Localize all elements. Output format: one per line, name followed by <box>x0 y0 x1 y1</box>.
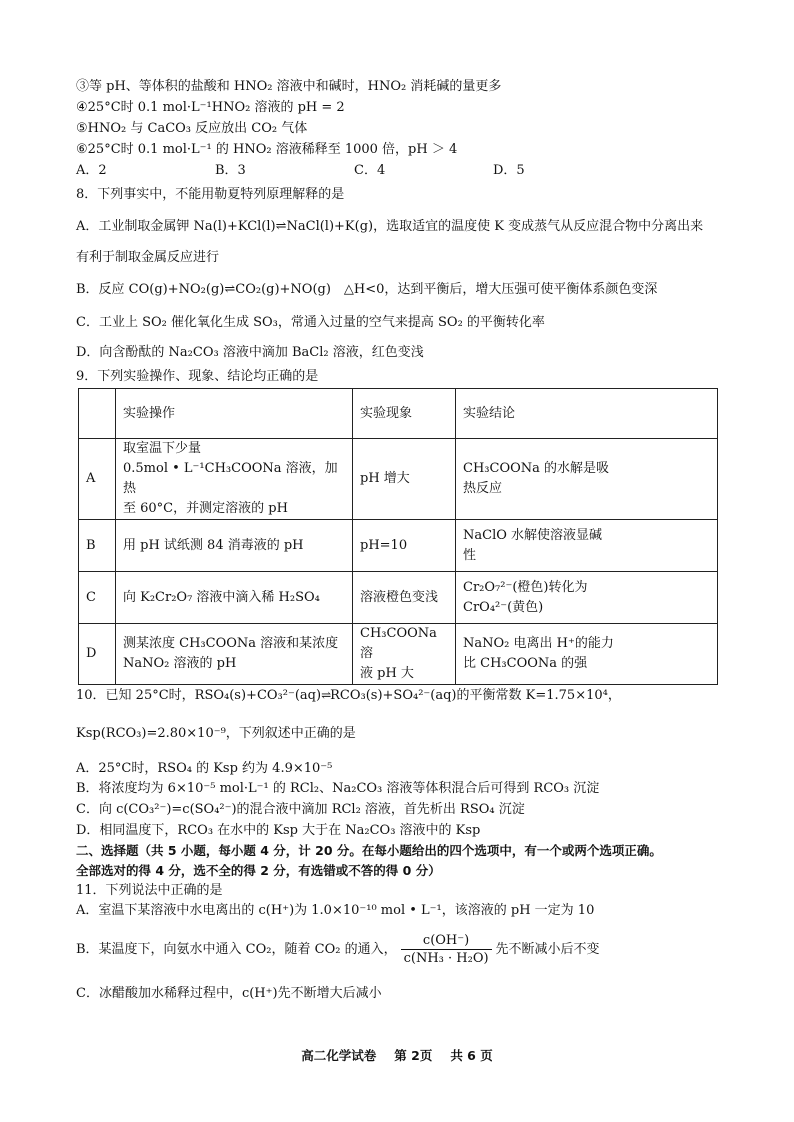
q11-option-b[interactable]: B．某温度下，向氨水中通入 CO₂，随着 CO₂ 的通入， $\frac{c(OH^-)}{\text{c(NH₃ · H₂O)}}$ 先不断减小后不变 <box>76 933 600 966</box>
q10-option-d[interactable]: D．相同温度下，RCO₃ 在水中的 Ksp 大于在 Na₂CO₃ 溶液中的 Ksp <box>76 823 481 838</box>
q7-choice-b[interactable]: B．3 <box>215 163 246 178</box>
equilibrium-arrow-icon: ⇌ <box>321 688 331 702</box>
q10-reaction-left: RSO₄(s)+CO₃²⁻(aq) <box>194 688 322 703</box>
row-label[interactable]: B <box>79 520 116 572</box>
q7-choice-c[interactable]: C．4 <box>354 163 386 178</box>
q8-option-a-line1[interactable]: A．工业制取金属钾 Na(l)+KCl(l)⇌NaCl(l)+K(g)，选取适宜的温度使 K 变成蒸气从反应混合物中分离出来 <box>76 219 704 234</box>
row-conclusion: NaClO 水解使溶液显碱 性 <box>456 520 718 572</box>
q10-option-b[interactable]: B．将浓度均为 6×10⁻⁵ mol·L⁻¹ 的 RCl₂、Na₂CO₃ 溶液等体积混合后可得到 RCO₃ 沉淀 <box>76 781 600 796</box>
row-phenomenon: 溶液橙色变浅 <box>353 572 456 624</box>
q11-stem: 11．下列说法中正确的是 <box>76 883 223 898</box>
q11-option-c[interactable]: C．冰醋酸加水稀释过程中，c(H⁺)先不断增大后减小 <box>76 986 382 1001</box>
page-footer <box>0 1046 794 1064</box>
q7-option-3: ③等 pH、等体积的盐酸和 HNO₂ 溶液中和碱时，HNO₂ 消耗碱的量更多 <box>76 79 502 94</box>
row-label[interactable]: A <box>79 439 116 520</box>
q8-option-d[interactable]: D．向含酚酞的 Na₂CO₃ 溶液中滴加 BaCl₂ 溶液，红色变浅 <box>76 345 424 360</box>
row-conclusion: Cr₂O₇²⁻(橙色)转化为 CrO₄²⁻(黄色) <box>456 572 718 624</box>
section2-heading-line1: 二、选择题（共 5 小题，每小题 4 分，计 20 分。在每小题给出的四个选项中，有一个或两个选项正确。 <box>76 843 662 858</box>
row-conclusion: NaNO₂ 电离出 H⁺的能力 比 CH₃COONa 的强 <box>456 624 718 685</box>
row-operation: 取室温下少量 0.5mol • L⁻¹CH₃COONa 溶液，加热 至 60°C，并测定溶液的 pH <box>116 439 353 520</box>
row-phenomenon: pH=10 <box>353 520 456 572</box>
table-header-cell <box>79 389 116 439</box>
footer-page-number: 第 2页 <box>394 1048 433 1063</box>
q10-option-c[interactable]: C．向 c(CO₃²⁻)=c(SO₄²⁻)的混合液中滴加 RCl₂ 溶液，首先析出 RSO₄ 沉淀 <box>76 802 525 817</box>
row-phenomenon: CH₃COONa 溶 液 pH 大 <box>353 624 456 685</box>
q9-experiment-table <box>78 388 718 685</box>
table-row <box>79 624 718 685</box>
q9-stem: 9．下列实验操作、现象、结论均正确的是 <box>76 369 319 384</box>
q8-stem: 8．下列事实中，不能用勒夏特列原理解释的是 <box>76 187 345 202</box>
q7-option-4: ④25°C时 0.1 mol·L⁻¹HNO₂ 溶液的 pH = 2 <box>76 100 345 115</box>
q7-option-5: ⑤HNO₂ 与 CaCO₃ 反应放出 CO₂ 气体 <box>76 121 308 136</box>
q11-option-a[interactable]: A．室温下某溶液中水电离出的 c(H⁺)为 1.0×10⁻¹⁰ mol • L⁻¹，该溶液的 pH 一定为 10 <box>76 903 595 918</box>
row-conclusion: CH₃COONa 的水解是吸 热反应 <box>456 439 718 520</box>
footer-total-pages: 共 6 页 <box>450 1048 493 1063</box>
table-header-row <box>79 389 718 439</box>
row-label[interactable]: C <box>79 572 116 624</box>
q8-option-c[interactable]: C．工业上 SO₂ 催化氧化生成 SO₃，常通入过量的空气来提高 SO₂ 的平衡转化率 <box>76 315 545 330</box>
row-phenomenon: pH 增大 <box>353 439 456 520</box>
q7-choice-a[interactable]: A．2 <box>76 163 107 178</box>
q10-reaction-right: RCO₃(s)+SO₄²⁻(aq) <box>330 688 457 703</box>
row-label[interactable]: D <box>79 624 116 685</box>
q7-choice-d[interactable]: D．5 <box>493 163 525 178</box>
table-row <box>79 520 718 572</box>
table-header-cell: 实验结论 <box>456 389 718 439</box>
table-row <box>79 572 718 624</box>
table-row <box>79 439 718 520</box>
q10-option-a[interactable]: A．25°C时，RSO₄ 的 Ksp 约为 4.9×10⁻⁵ <box>76 761 333 776</box>
row-operation: 向 K₂Cr₂O₇ 溶液中滴入稀 H₂SO₄ <box>116 572 353 624</box>
footer-subject: 高二化学试卷 <box>301 1048 377 1063</box>
row-operation: 用 pH 试纸测 84 消毒液的 pH <box>116 520 353 572</box>
ratio-fraction: $\frac{c(OH^-)}{\text{c(NH₃ · H₂O)}}$ <box>401 932 492 967</box>
q10-stem: 10．已知 25°C时，RSO₄(s)+CO₃²⁻(aq)⇌RCO₃(s)+SO₄²⁻(aq)的平衡常数 K=1.75×10⁴， <box>76 688 621 703</box>
q8-option-b[interactable]: B．反应 CO(g)+NO₂(g)⇌CO₂(g)+NO(g) △H<0，达到平衡后，增大压强可使平衡体系颜色变深 <box>76 282 658 297</box>
row-operation: 测某浓度 CH₃COONa 溶液和某浓度 NaNO₂ 溶液的 pH <box>116 624 353 685</box>
table-header-cell: 实验现象 <box>353 389 456 439</box>
q8-option-a-line2: 有利于制取金属反应进行 <box>76 250 220 265</box>
q10-ksp-line: Ksp(RCO₃)=2.80×10⁻⁹，下列叙述中正确的是 <box>76 726 356 741</box>
q7-choices <box>76 162 632 180</box>
table-header-cell: 实验操作 <box>116 389 353 439</box>
q7-option-6: ⑥25°C时 0.1 mol·L⁻¹ 的 HNO₂ 溶液稀释至 1000 倍，pH ＞ 4 <box>76 142 458 157</box>
section2-heading-line2: 全部选对的得 4 分，选不全的得 2 分，有选错或不答的得 0 分） <box>76 863 441 878</box>
